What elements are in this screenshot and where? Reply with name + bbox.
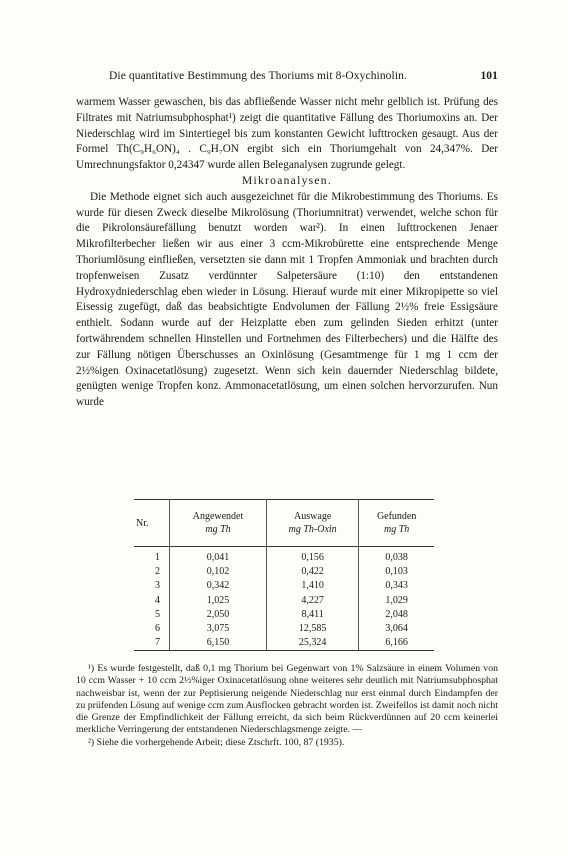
paragraph-washing: warmem Wasser gewaschen, bis das abfließende Wasser nicht mehr gelblich ist. Prüfung des Filtrates mit Natriumsubphosphat¹) zeigt die quantitative Fällung des Thoriumoxins an. Der Niederschlag wird im Sintertiegel bis zum konstanten Gewicht lufttrocken gesaugt. Aus der Formel Th(C₉H₆ON)₄ . C₉H₇ON ergibt sich ein Thoriumgehalt von 24,347%. Der Umrechnungsfaktor 0,24347 wurde allen Beleganalysen zugrunde gelegt.	[76, 96, 498, 172]
cell-gefunden: 0,103	[359, 565, 434, 579]
cell-angewendet: 0,342	[170, 579, 267, 593]
header-gefunden	[359, 500, 434, 547]
table-row	[134, 594, 434, 608]
cell-auswage: 4,227	[267, 594, 359, 608]
page-number: 101	[480, 70, 498, 82]
header-gefunden-unit: mg Th	[384, 524, 410, 535]
header-gefunden-label: Gefunden	[376, 511, 417, 522]
cell-angewendet: 3,075	[170, 622, 267, 636]
paragraph-microanalysis: Die Methode eignet sich auch ausgezeichnet für die Mikrobestimmung des Thoriums. Es wurde für diesen Zweck dieselbe Mikrolösung (Thoriumnitrat) verwendet, welche schon für die Pikrolonsäurefällung benutzt worden war²). In einen lufttrockenen Jenaer Mikrofilterbecher ließen wir aus einer 3 ccm-Mikrobürette eine entsprechende Menge Thoriumlösung einfließen, versetzten sie dann mit 1 Tropfen Ammoniak und brachten durch tropfenweisen Zusatz verdünnter Salpetersäure (1:10) den entstandenen Hydroxydniederschlag eben wieder in Lösung. Hierauf wurde mit einer Mikropipette so viel Eisessig zugefügt, daß das beabsichtigte Endvolumen der Fällung 2½% freie Essigsäure enthielt. Sodann wurde auf der Heizplatte eben zum gelinden Sieden erhitzt (unter fortwährendem schnellen Hinstellen und Fortnehmen des Filterbechers) und die Hälfte des zur Fällung nötigen Überschusses an Oxinlösung (Gesamtmenge für 1 mg 1 ccm der 2½%igen Oxinacetatlösung) zugesetzt. Wenn sich kein dauernder Niederschlag bildete, genügten wenige Tropfen konz. Ammonacetatlösung, um einen solchen hervorzurufen. Nun wurde	[76, 190, 498, 409]
results-table	[134, 499, 434, 651]
cell-auswage: 0,422	[267, 565, 359, 579]
running-header	[76, 70, 498, 86]
cell-nr: 6	[155, 623, 160, 635]
cell-nr: 3	[155, 580, 160, 592]
cell-angewendet: 6,150	[170, 636, 267, 651]
cell-gefunden: 0,343	[359, 579, 434, 593]
table-row	[134, 622, 434, 636]
cell-nr: 4	[155, 594, 160, 606]
table-row	[134, 608, 434, 622]
cell-gefunden: 2,048	[359, 608, 434, 622]
header-nr: Nr.	[134, 500, 170, 547]
cell-angewendet: 1,025	[170, 594, 267, 608]
footnote-1: ¹) Es wurde festgestellt, daß 0,1 mg Thorium bei Gegenwart von 1% Salzsäure in einem Volumen von 10 ccm Wasser + 10 ccm 2½%iger Oxinacetatlösung ohne weiteres sehr deutlich mit Natriumsubphosphat nachweisbar ist, wenn der zur Peptisierung neigende Niederschlag nur erst einmal durch Eindampfen der zu prüfenden Lösung auf wenige ccm zum Ausflocken gebracht worden ist. Zweifellos ist damit noch nicht die Grenze der Empfindlichkeit der Fällung erreicht, da sich beim Rückverdünnen auf 20 ccm keinerlei merkliche Verringerung der entstandenen Niederschlagsmenge zeigte. —	[76, 663, 498, 736]
cell-nr: 7	[134, 636, 170, 651]
table-row	[134, 579, 434, 593]
cell-gefunden: 1,029	[359, 594, 434, 608]
cell-gefunden: 6,166	[359, 636, 434, 651]
header-angewendet-label: Angewendet	[192, 511, 244, 522]
footnotes	[76, 663, 498, 749]
cell-auswage: 8,411	[267, 608, 359, 622]
footnote-2: ²) Siehe die vorhergehende Arbeit; diese Ztschrft. 100, 87 (1935).	[88, 736, 345, 748]
cell-gefunden: 3,064	[359, 622, 434, 636]
table-header-row	[134, 500, 434, 547]
cell-nr: 1	[155, 552, 160, 563]
running-title: Die quantitative Bestimmung des Thoriums mit 8-Oxychinolin.	[109, 70, 407, 82]
cell-angewendet: 0,102	[170, 565, 267, 579]
cell-auswage: 0,156	[267, 547, 359, 566]
cell-angewendet: 2,050	[170, 608, 267, 622]
table-row	[134, 565, 434, 579]
table-row	[134, 547, 434, 566]
cell-angewendet: 0,041	[170, 547, 267, 566]
main-text	[76, 95, 498, 411]
cell-auswage: 25,324	[267, 636, 359, 651]
header-angewendet	[170, 500, 267, 547]
cell-auswage: 12,585	[267, 622, 359, 636]
section-title: Mikroanalysen.	[241, 174, 333, 187]
cell-gefunden: 0,038	[359, 547, 434, 566]
cell-nr: 5	[155, 608, 160, 620]
header-auswage	[267, 500, 359, 547]
cell-nr: 2	[155, 566, 160, 578]
cell-auswage: 1,410	[267, 579, 359, 593]
header-auswage-label: Auswage	[294, 511, 332, 522]
header-auswage-unit: mg Th-Oxin	[288, 524, 337, 535]
table-row	[134, 636, 434, 651]
header-angewendet-unit: mg Th	[205, 524, 231, 535]
